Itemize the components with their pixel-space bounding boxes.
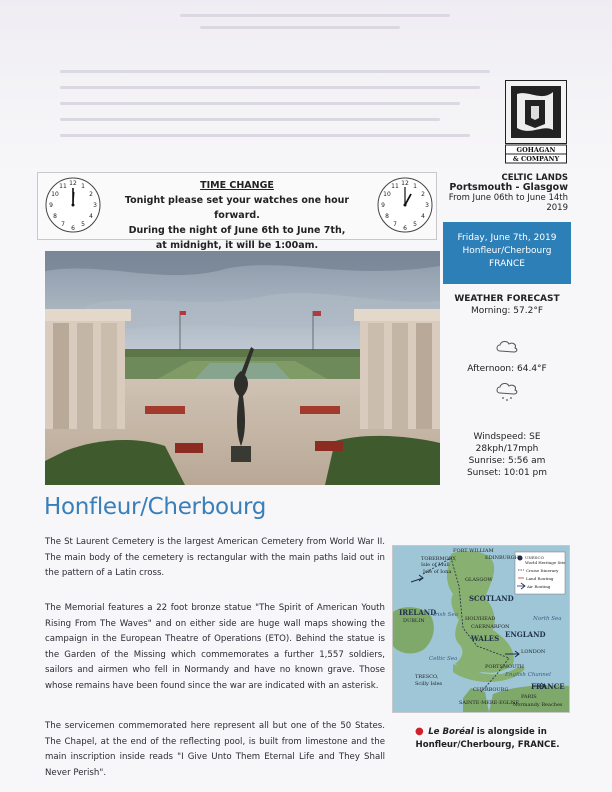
time-change-line3: at midnight, it will be 1:00am. [155,240,319,251]
gohagan-logo [505,80,567,164]
map-label-caernarfon: CAERNARFON [471,624,510,630]
legend-unesco: UNESCO [525,555,544,560]
svg-text:4: 4 [89,213,93,220]
rain-cloud-icon [494,381,520,403]
map-label-english-channel: English Channel [505,672,551,678]
article-paragraph-1: The St Laurent Cemetery is the largest American Cemetery from World War II. The main body of the cemetery is rectangular with the main paths laid out in the pattern of a Latin cross. [45,537,385,578]
bullet-icon: ● [415,726,424,737]
svg-text:8: 8 [53,213,57,220]
svg-text:3: 3 [93,202,97,209]
time-change-line2: During the night of June 6th to June 7th, [128,225,346,236]
day-place: Honfleur/Cherbourg [462,246,552,256]
map-label-sainte-mere: SAINTE-MERE-EGLISE [459,700,520,706]
weather-forecast [443,293,571,479]
map-label-holyhead: HOLYHEAD [465,616,496,622]
article-paragraph-2: The Memorial features a 22 foot bronze statue "The Spirit of American Youth Rising From The Waves" and on either side are huge wall maps showing the campaign in the European Theatre of Operations (ETO). Behind the statue is the Garden of the Missing which commemorates a further 1,557 soldiers, sailors and airmen who fell in Normandy and have no known grave. Those whose remains have been found since the war are indicated with an asterisk. [45,603,385,691]
map-label-scotland: SCOTLAND [469,594,514,603]
weather-sunrise: Sunrise: 5:56 am [468,456,546,466]
svg-text:11: 11 [59,183,67,190]
day-box [443,222,571,284]
memorial-photo [45,251,440,485]
svg-text:12: 12 [401,180,409,187]
weather-sunset: Sunset: 10:01 pm [466,468,548,478]
caption-text: is alongside in Honfleur/Cherbourg, FRANCE. [415,727,560,750]
map-label-wales: WALES [471,634,500,643]
article-heading: Honfleur/Cherbourg [44,494,267,520]
map-label-isle-iona: Isle of Iona [423,569,452,575]
time-change-line1: Tonight please set your watches one hour forward. [124,195,350,221]
svg-text:2: 2 [421,191,425,198]
weather-title: WEATHER FORECAST [454,294,560,304]
svg-text:5: 5 [413,221,417,228]
tour-info [440,173,568,213]
map-label-fort-william: FORT WILLIAM [453,548,494,554]
map-label-tresco: TRESCO, [415,674,439,680]
ship-name: Le Boréal [428,727,474,737]
logo-line1: GOHAGAN [516,146,556,154]
clock-left-icon [44,176,102,234]
svg-text:1: 1 [81,183,85,190]
map-label-glasgow: GLASGOW [465,577,493,583]
svg-text:9: 9 [381,202,385,209]
tour-name: CELTIC LANDS [501,173,568,183]
time-change-title: TIME CHANGE [200,180,274,191]
svg-text:6: 6 [71,225,75,232]
svg-text:6: 6 [403,225,407,232]
weather-morning: Morning: 57.2°F [470,306,544,316]
map-label-england: ENGLAND [505,630,546,639]
clock-right-icon [376,176,434,234]
svg-text:12: 12 [69,180,77,187]
map-label-irish-sea: Irish Sea [433,612,458,618]
route-map [392,545,570,713]
legend-air: Air Routing [527,584,551,589]
map-label-london: LONDON [521,649,546,655]
svg-text:8: 8 [385,213,389,220]
map-label-dublin: DUBLIN [403,618,425,624]
ship-caption [415,726,560,752]
map-label-edinburgh: EDINBURGH [485,555,520,561]
map-label-paris: PARIS [521,694,537,700]
svg-text:1: 1 [413,183,417,190]
svg-text:5: 5 [81,221,85,228]
legend-land: Land Routing [526,576,554,581]
svg-text:7: 7 [393,221,397,228]
svg-text:4: 4 [421,213,425,220]
svg-text:9: 9 [49,202,53,209]
tour-route: Portsmouth - Glasgow [449,182,568,193]
map-label-celtic-sea: Celtic Sea [429,656,458,662]
day-date: Friday, June 7th, 2019 [457,233,557,243]
svg-text:10: 10 [383,191,391,198]
map-label-portsmouth: PORTSMOUTH [485,664,525,670]
map-label-normandy: Normandy Beaches [513,702,563,708]
logo-line2: & COMPANY [512,155,560,163]
cloud-icon [494,337,520,355]
svg-text:11: 11 [391,183,399,190]
map-label-cherbourg: CHERBOURG [473,687,509,693]
map-label-tobermory: TOBERMORY, [421,556,457,562]
map-label-ireland: IRELAND [399,608,437,617]
svg-text:10: 10 [51,191,59,198]
time-change-text [112,178,362,253]
article-paragraph-3: The servicemen commemorated here represent all but one of the 50 States. The Chapel, at the end of the reflecting pool, is built from limestone and the main inscription inside reads "I Give Unto Them Eternal Life and They Shall Never Perish". [45,721,385,778]
weather-afternoon: Afternoon: 64.4°F [467,364,547,374]
map-label-scilly: Scilly Isles [415,681,443,687]
tour-dates: From June 06th to June 14th 2019 [448,193,568,213]
svg-text:2: 2 [89,191,93,198]
legend-cruise: Cruise Itinerary [526,568,559,573]
day-country: FRANCE [489,259,525,269]
map-label-isle-mull: Isle of Mull [421,562,450,568]
svg-text:7: 7 [61,221,65,228]
map-label-north-sea: North Sea [533,616,562,622]
weather-wind: Windspeed: SE 28kph/17mph [473,432,541,454]
legend-world-heritage: World Heritage Site [525,560,566,565]
map-label-france: FRANCE [531,682,565,691]
svg-text:3: 3 [425,202,429,209]
